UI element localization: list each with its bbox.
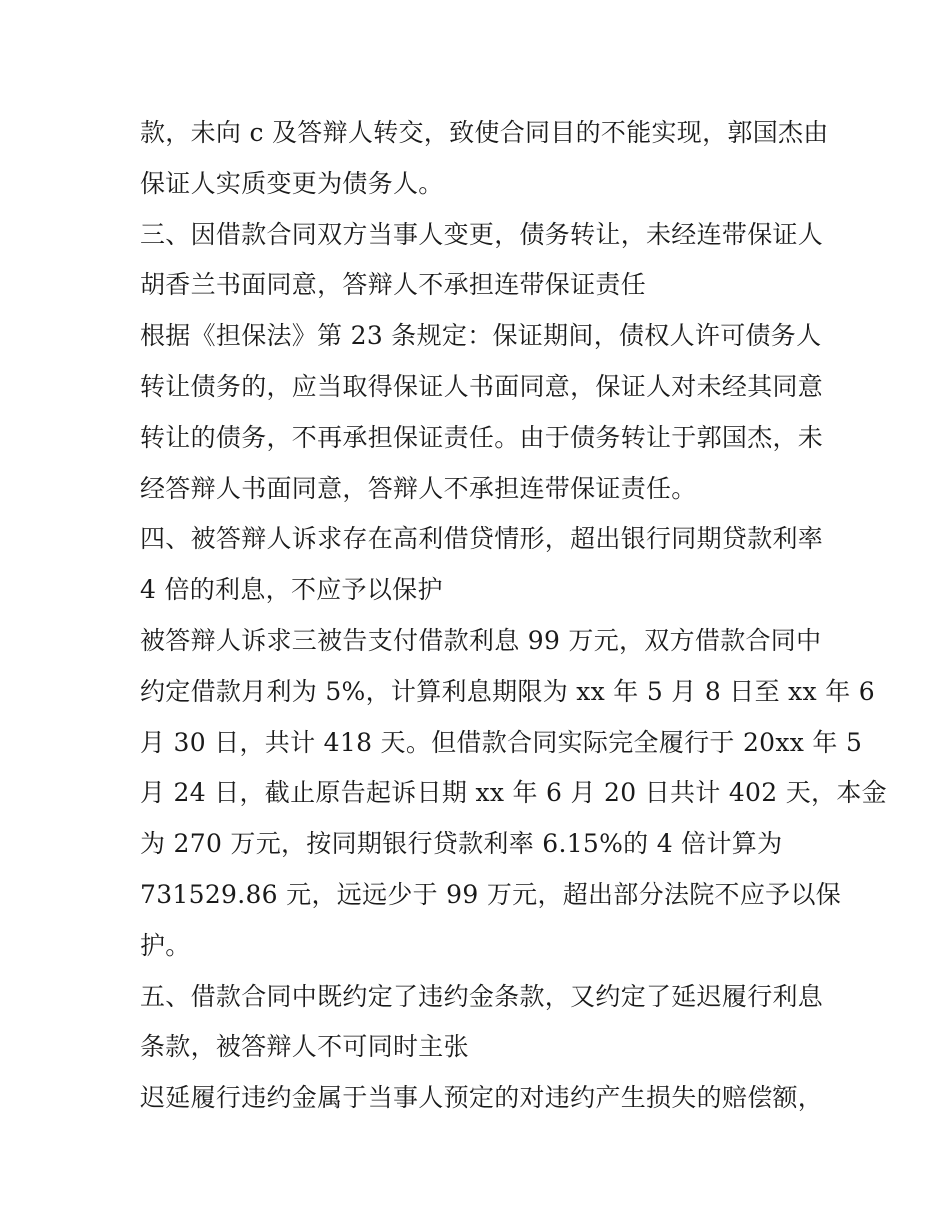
text-line: 款，未向 c 及答辩人转交，致使合同目的不能实现，郭国杰由 bbox=[140, 118, 829, 147]
text-line: 月 30 日，共计 418 天。但借款合同实际完全履行于 20xx 年 5 bbox=[140, 727, 863, 757]
text-line: 转让的债务，不再承担保证责任。由于债务转让于郭国杰，未 bbox=[140, 422, 824, 452]
text-line: 约定借款月利为 5%，计算利息期限为 xx 年 5 月 8 日至 xx 年 6 bbox=[140, 676, 875, 706]
text-line: 根据《担保法》第 23 条规定：保证期间，债权人许可债务人 bbox=[140, 321, 822, 351]
text-line: 经答辩人书面同意，答辩人不承担连带保证责任。 bbox=[140, 473, 697, 503]
text-line: 转让债务的，应当取得保证人书面同意，保证人对未经其同意 bbox=[140, 371, 824, 401]
body-text bbox=[140, 108, 887, 1124]
text-line: 月 24 日，截止原告起诉日期 xx 年 6 月 20 日共计 402 天，本金 bbox=[140, 778, 887, 808]
text-line: 被答辩人诉求三被告支付借款利息 99 万元，双方借款合同中 bbox=[140, 625, 822, 655]
section-heading: 五、借款合同中既约定了违约金条款，又约定了延迟履行利息 bbox=[140, 981, 824, 1011]
section-heading: 4 倍的利息，不应予以保护 bbox=[140, 575, 443, 605]
text-line: 保证人实质变更为债务人。 bbox=[140, 168, 444, 198]
section-heading: 条款，被答辩人不可同时主张 bbox=[140, 1032, 469, 1062]
text-line: 为 270 万元，按同期银行贷款利率 6.15%的 4 倍计算为 bbox=[140, 829, 783, 859]
section-heading: 胡香兰书面同意，答辩人不承担连带保证责任 bbox=[140, 270, 647, 300]
section-heading: 四、被答辩人诉求存在高利借贷情形，超出银行同期贷款利率 bbox=[140, 524, 824, 554]
section-heading: 三、因借款合同双方当事人变更，债务转让，未经连带保证人 bbox=[140, 219, 824, 249]
text-line: 护。 bbox=[140, 930, 191, 960]
text-line: 731529.86 元，远远少于 99 万元，超出部分法院不应予以保 bbox=[140, 879, 842, 909]
text-line: 迟延履行违约金属于当事人预定的对违约产生损失的赔偿额， bbox=[140, 1083, 824, 1113]
